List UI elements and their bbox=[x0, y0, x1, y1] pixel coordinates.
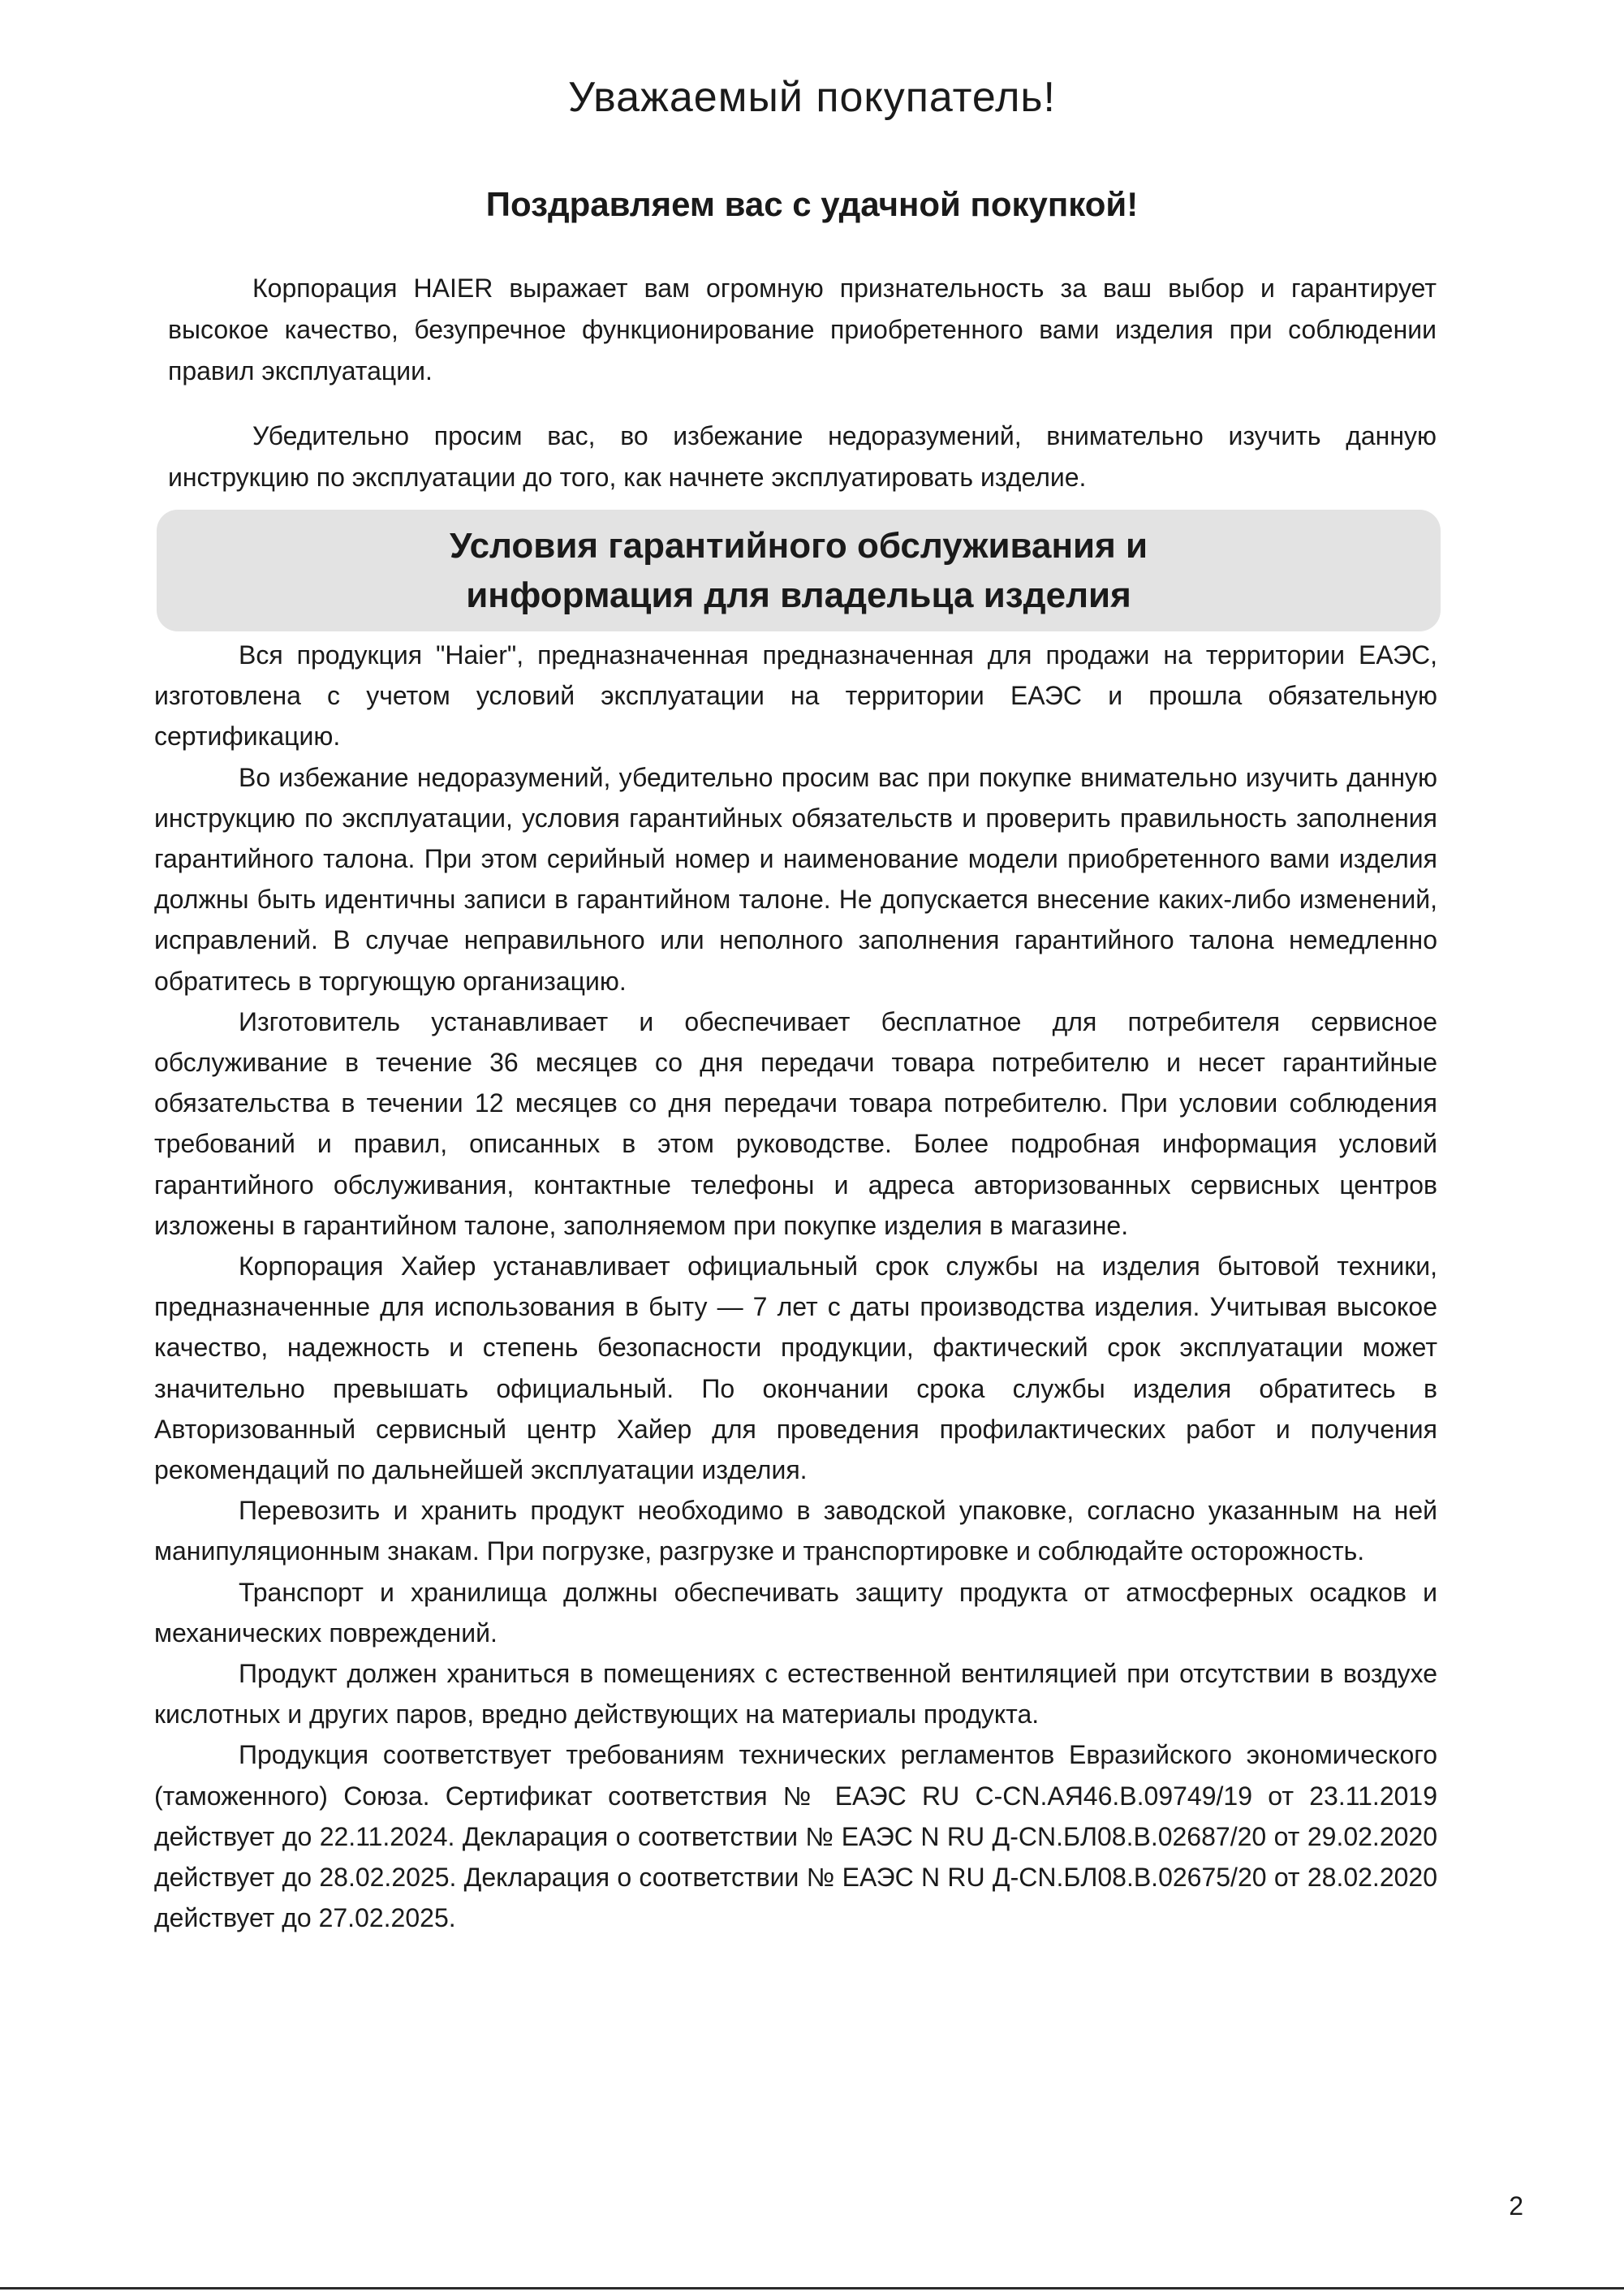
page-bottom-divider bbox=[0, 2287, 1624, 2290]
congratulation-heading: Поздравляем вас с удачной покупкой! bbox=[485, 185, 1139, 223]
body-paragraph: Изготовитель устанавливает и обеспечивает бесплатное для потребителя сервисное обслуживание в течение 36 месяцев со дня передачи товара потребителю и несет гарантийные обязательства в течении 12 месяцев со дня передачи товара потребителю. При условии соблюдения требований и правил, описанных в этом руководстве. Более подробная информация условий гарантийного обслуживания, контактные телефоны и адреса авторизованных сервисных центров изложены в гарантийном талоне, заполняемом при покупке изделия в магазине. bbox=[154, 1006, 1437, 1240]
intro-paragraph-2 bbox=[168, 416, 1437, 498]
body-paragraph: Перевозить и хранить продукт необходимо в заводской упаковке, согласно указанным на ней манипуляционным знакам. При погрузке, разгрузке и транспортировке и соблюдайте осторожность. bbox=[154, 1496, 1437, 1566]
intro-text-2: Убедительно просим вас, во избежание недоразумений, внимательно изучить данную инструкцию по эксплуатации до того, как начнете эксплуатировать изделие. bbox=[168, 421, 1437, 492]
body-paragraph: Вся продукция "Haier", предназначенная предназначенная для продажи на территории ЕАЭС, изготовлена с учетом условий эксплуатации на территории ЕАЭС и прошла обязательную сертификацию. bbox=[154, 640, 1437, 752]
body-paragraph: Продукт должен храниться в помещениях с естественной вентиляцией при отсутствии в воздухе кислотных и других паров, вредно действующих на материалы продукта. bbox=[154, 1659, 1437, 1730]
warranty-body bbox=[154, 635, 1437, 1939]
intro-paragraph-1 bbox=[168, 268, 1437, 392]
section-title bbox=[157, 521, 1441, 620]
body-paragraph: Корпорация Хайер устанавливает официальный срок службы на изделия бытовой техники, предназначенные для использования в быту — 7 лет с даты производства изделия. Учитывая высокое качество, надежность и степень безопасности продукции, фактический срок эксплуатации может значительно превышать официальный. По окончании срока службы изделия обратитесь в Авторизованный сервисный центр Хайер для проведения профилактических работ и получения рекомендаций по дальнейшей эксплуатации изделия. bbox=[154, 1251, 1437, 1485]
section-title-banner bbox=[157, 510, 1441, 631]
body-paragraph: Во избежание недоразумений, убедительно просим вас при покупке внимательно изучить данную инструкцию по эксплуатации, условия гарантийных обязательств и проверить правильность заполнения гарантийного талона. При этом серийный номер и наименование модели приобретенного вами изделия должны быть идентичны записи в гарантийном талоне. Не допускается внесение каких-либо изменений, исправлений. В случае неправильного или неполного заполнения гарантийного талона немедленно обратитесь в торгующую организацию. bbox=[154, 762, 1437, 996]
section-title-line-2: информация для владельца изделия bbox=[466, 575, 1131, 615]
intro-text-1: Корпорация HAIER выражает вам огромную признательность за ваш выбор и гарантирует высокое качество, безупречное функционирование приобретенного вами изделия при соблюдении правил эксплуатации. bbox=[168, 274, 1437, 386]
greeting-heading: Уважаемый покупатель! bbox=[568, 74, 1056, 121]
section-title-line-1: Условия гарантийного обслуживания и bbox=[449, 526, 1148, 566]
body-paragraph: Транспорт и хранилища должны обеспечивать защиту продукта от атмосферных осадков и механических повреждений. bbox=[154, 1577, 1437, 1648]
body-paragraph: Продукция соответствует требованиям технических регламентов Евразийского экономического (таможенного) Союза. Сертификат соответствия № ЕАЭС RU C-CN.АЯ46.В.09749/19 от 23.11.2019 действует до 22.11.2024. Декларация о соответствии № ЕАЭС N RU Д-CN.БЛ08.В.02687/20 от 29.02.2020 действует до 28.02.2025. Декларация о соответствии № ЕАЭС N RU Д-CN.БЛ08.В.02675/20 от 28.02.2020 действует до 27.02.2025. bbox=[154, 1740, 1437, 1933]
page-number: 2 bbox=[1509, 2191, 1523, 2221]
